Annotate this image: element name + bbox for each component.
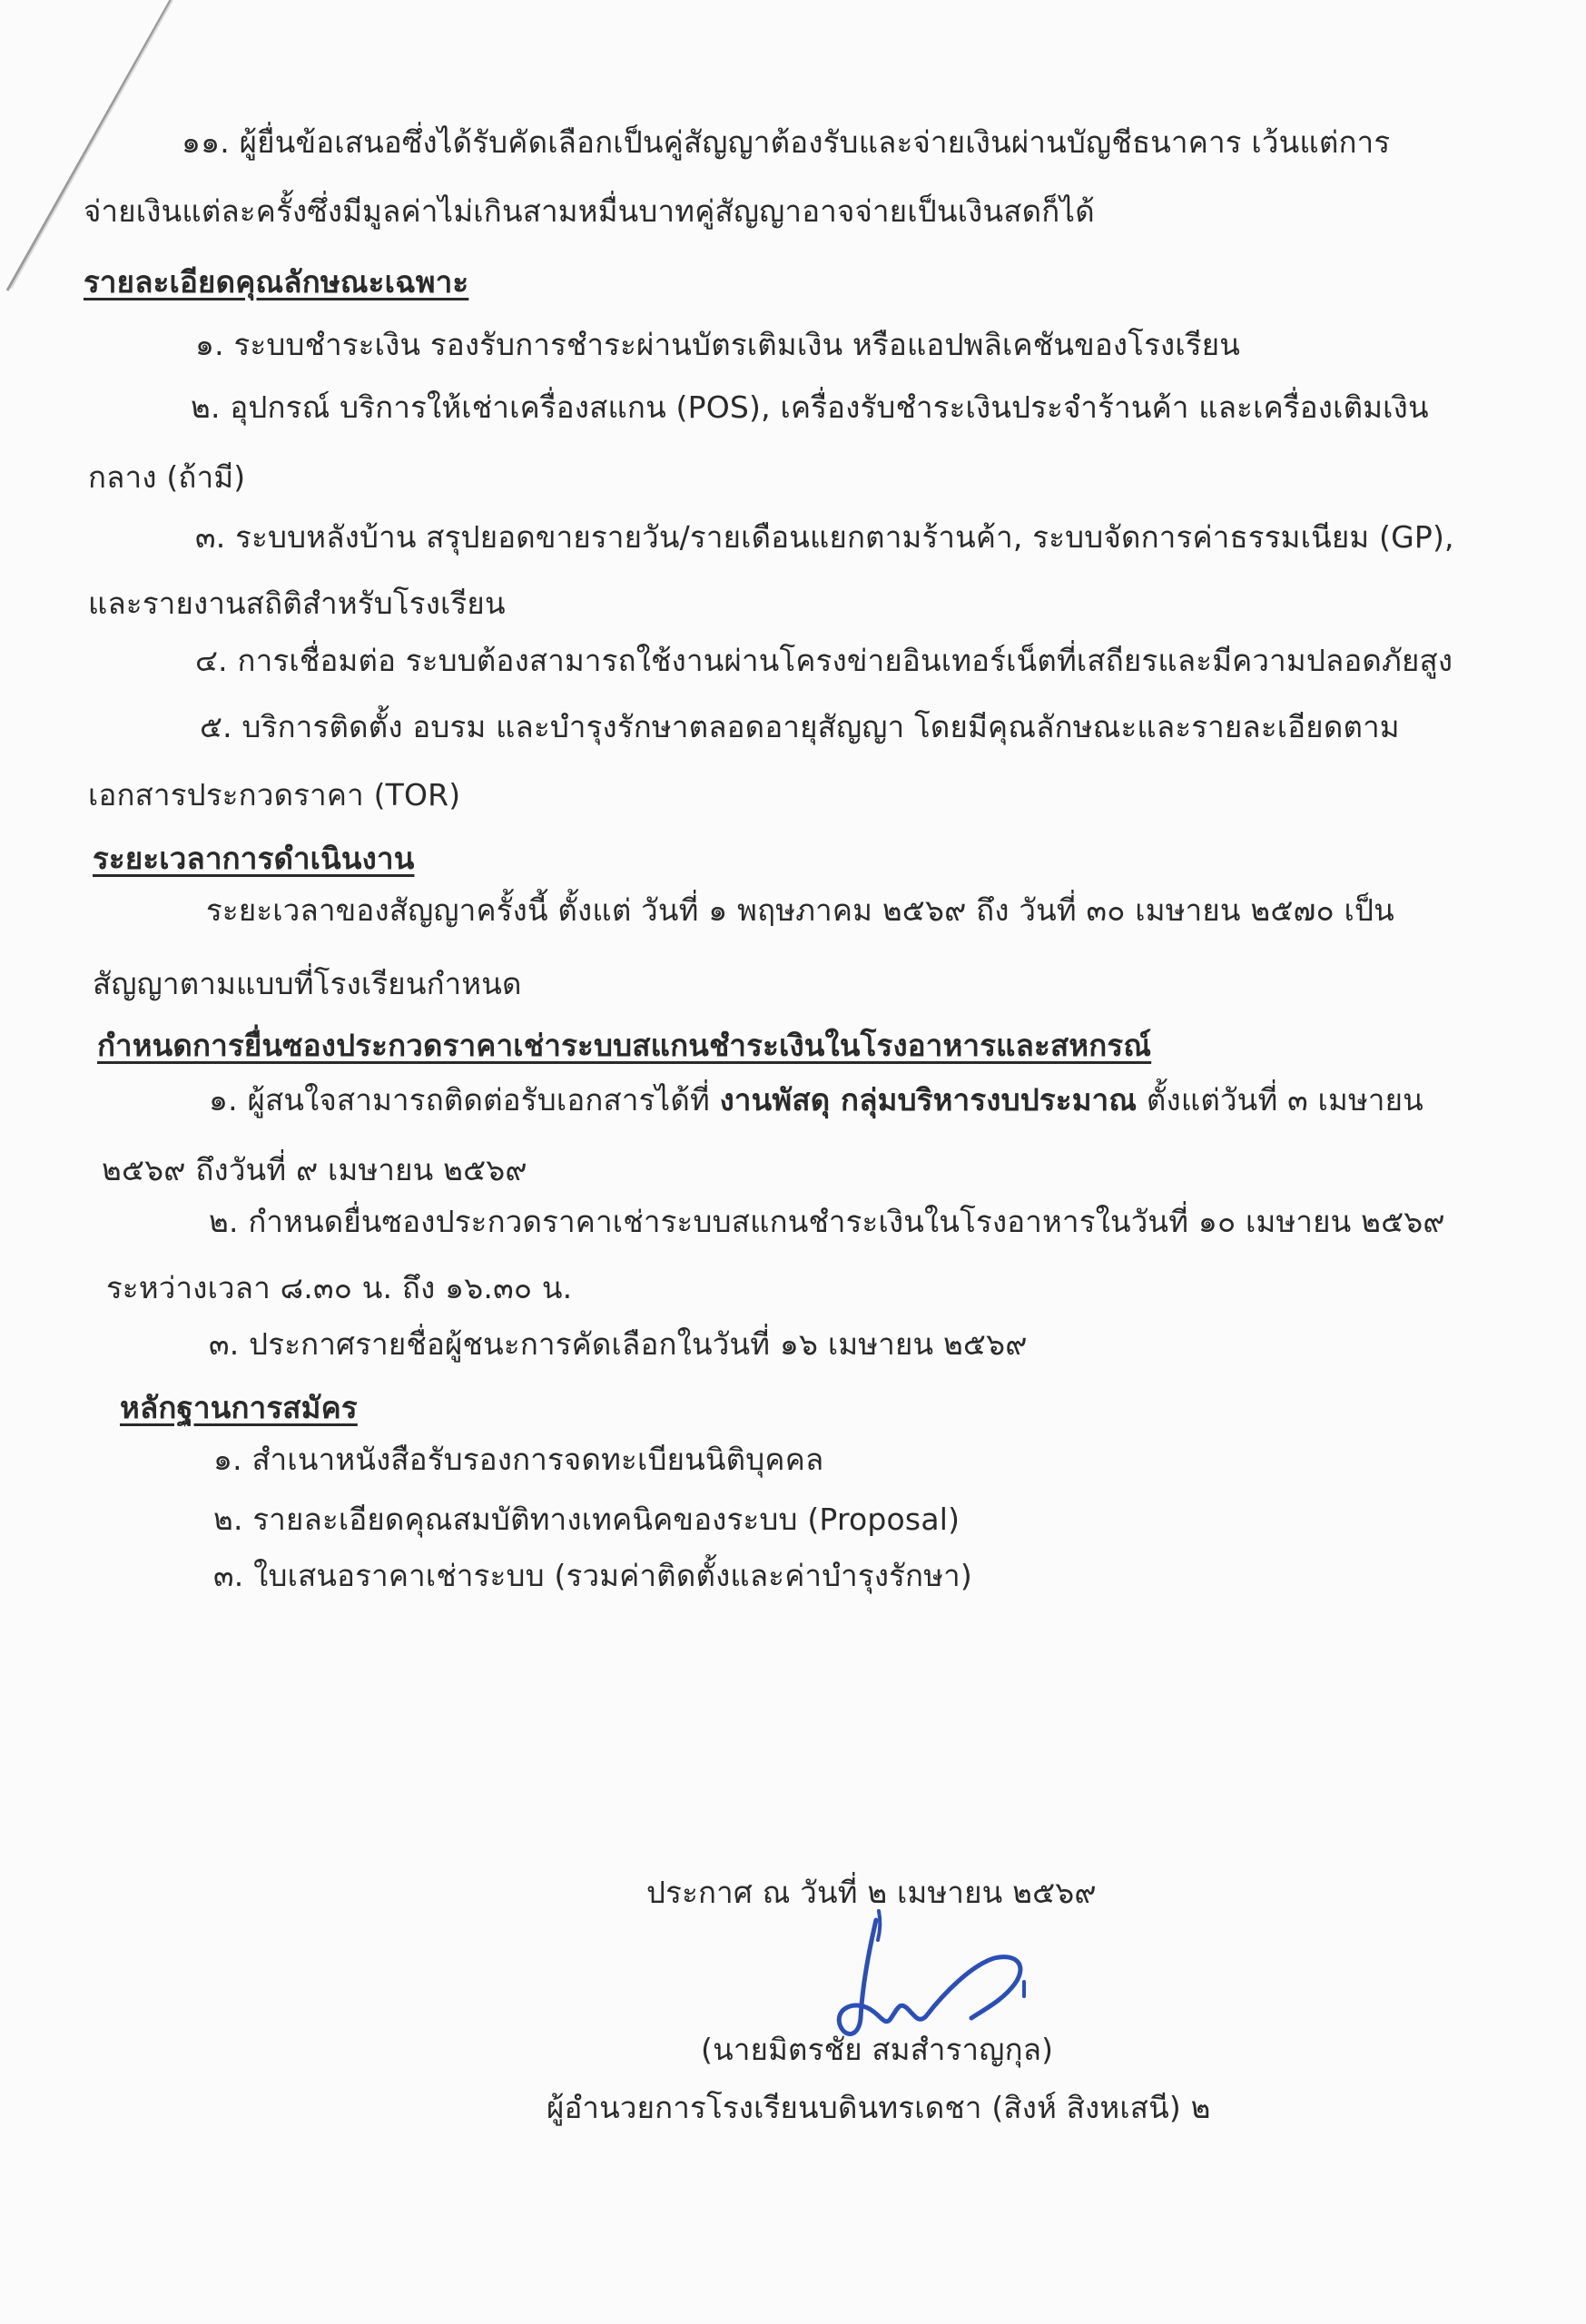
spec-item-2-line-1: ๒. อุปกรณ์ บริการให้เช่าเครื่องสแกน (POS), เครื่องรับชำระเงินประจำร้านค้า และเครื่องเติมเงิน bbox=[191, 389, 1429, 425]
intro-line-1: ๑๑. ผู้ยื่นข้อเสนอซึ่งได้รับคัดเลือกเป็นคู่สัญญาต้องรับและจ่ายเงินผ่านบัญชีธนาคาร เว้นแต่การ bbox=[182, 124, 1391, 160]
spec-item-2-line-2: กลาง (ถ้ามี) bbox=[88, 459, 246, 495]
evidence-item-2: ๒. รายละเอียดคุณสมบัติทางเทคนิคของระบบ (Proposal) bbox=[213, 1502, 960, 1537]
schedule-item-3: ๓. ประกาศรายชื่อผู้ชนะการคัดเลือกในวันที่ ๑๖ เมษายน ๒๕๖๙ bbox=[209, 1326, 1028, 1362]
schedule-item-1-text: ๑. ผู้สนใจสามารถติดต่อรับเอกสารได้ที่ bbox=[209, 1082, 720, 1118]
signatory-position: ผู้อำนวยการโรงเรียนบดินทรเดชา (สิงห์ สิงหเสนี) ๒ bbox=[547, 2090, 1211, 2125]
schedule-item-1-line-2: ๒๕๖๙ ถึงวันที่ ๙ เมษายน ๒๕๖๙ bbox=[102, 1152, 527, 1187]
announce-date: ประกาศ ณ วันที่ ๒ เมษายน ๒๕๖๙ bbox=[646, 1875, 1097, 1910]
intro-line-2: จ่ายเงินแต่ละครั้งซึ่งมีมูลค่าไม่เกินสามหมื่นบาทคู่สัญญาอาจจ่ายเป็นเงินสดก็ได้ bbox=[84, 193, 1095, 229]
evidence-heading: หลักฐานการสมัคร bbox=[120, 1390, 358, 1425]
paper-fold-mark bbox=[0, 0, 182, 300]
evidence-item-1: ๑. สำเนาหนังสือรับรองการจดทะเบียนนิติบุคคล bbox=[213, 1442, 824, 1477]
spec-item-3-line-2: และรายงานสถิติสำหรับโรงเรียน bbox=[88, 586, 506, 621]
schedule-item-1-line-1 bbox=[209, 1078, 1423, 1122]
spec-item-5-line-2: เอกสารประกวดราคา (TOR) bbox=[88, 777, 461, 812]
spec-item-1: ๑. ระบบชำระเงิน รองรับการชำระผ่านบัตรเติมเงิน หรือแอปพลิเคชันของโรงเรียน bbox=[195, 327, 1241, 362]
signatory-name: (นายมิตรชัย สมสำราญกุล) bbox=[701, 2032, 1054, 2067]
spec-item-4: ๔. การเชื่อมต่อ ระบบต้องสามารถใช้งานผ่านโครงข่ายอินเทอร์เน็ตที่เสถียรและมีความปลอดภัยสูง bbox=[195, 643, 1453, 678]
handwritten-signature bbox=[790, 1893, 1062, 2047]
schedule-item-1-office: งานพัสดุ กลุ่มบริหารงบประมาณ bbox=[719, 1082, 1138, 1118]
schedule-item-2-line-2: ระหว่างเวลา ๘.๓๐ น. ถึง ๑๖.๓๐ น. bbox=[106, 1270, 573, 1305]
evidence-item-3: ๓. ใบเสนอราคาเช่าระบบ (รวมค่าติดตั้งและค่าบำรุงรักษา) bbox=[213, 1558, 972, 1593]
spec-item-5-line-1: ๕. บริการติดตั้ง อบรม และบำรุงรักษาตลอดอายุสัญญา โดยมีคุณลักษณะและรายละเอียดตาม bbox=[200, 709, 1400, 744]
schedule-item-1-date: ตั้งแต่วันที่ ๓ เมษายน bbox=[1137, 1082, 1423, 1118]
period-line-2: สัญญาตามแบบที่โรงเรียนกำหนด bbox=[93, 966, 522, 1001]
spec-heading: รายละเอียดคุณลักษณะเฉพาะ bbox=[84, 264, 469, 300]
schedule-item-2-line-1: ๒. กำหนดยื่นซองประกวดราคาเช่าระบบสแกนชำระเงินในโรงอาหารในวันที่ ๑๐ เมษายน ๒๕๖๙ bbox=[209, 1204, 1445, 1239]
period-heading: ระยะเวลาการดำเนินงาน bbox=[93, 841, 415, 876]
spec-item-3-line-1: ๓. ระบบหลังบ้าน สรุปยอดขายรายวัน/รายเดือนแยกตามร้านค้า, ระบบจัดการค่าธรรมเนียม (GP), bbox=[195, 519, 1454, 555]
schedule-heading: กำหนดการยื่นซองประกวดราคาเช่าระบบสแกนชำระเงินในโรงอาหารและสหกรณ์ bbox=[97, 1028, 1152, 1063]
period-line-1: ระยะเวลาของสัญญาครั้งนี้ ตั้งแต่ วันที่ ๑ พฤษภาคม ๒๕๖๙ ถึง วันที่ ๓๐ เมษายน ๒๕๗๐ เป็น bbox=[206, 892, 1394, 928]
